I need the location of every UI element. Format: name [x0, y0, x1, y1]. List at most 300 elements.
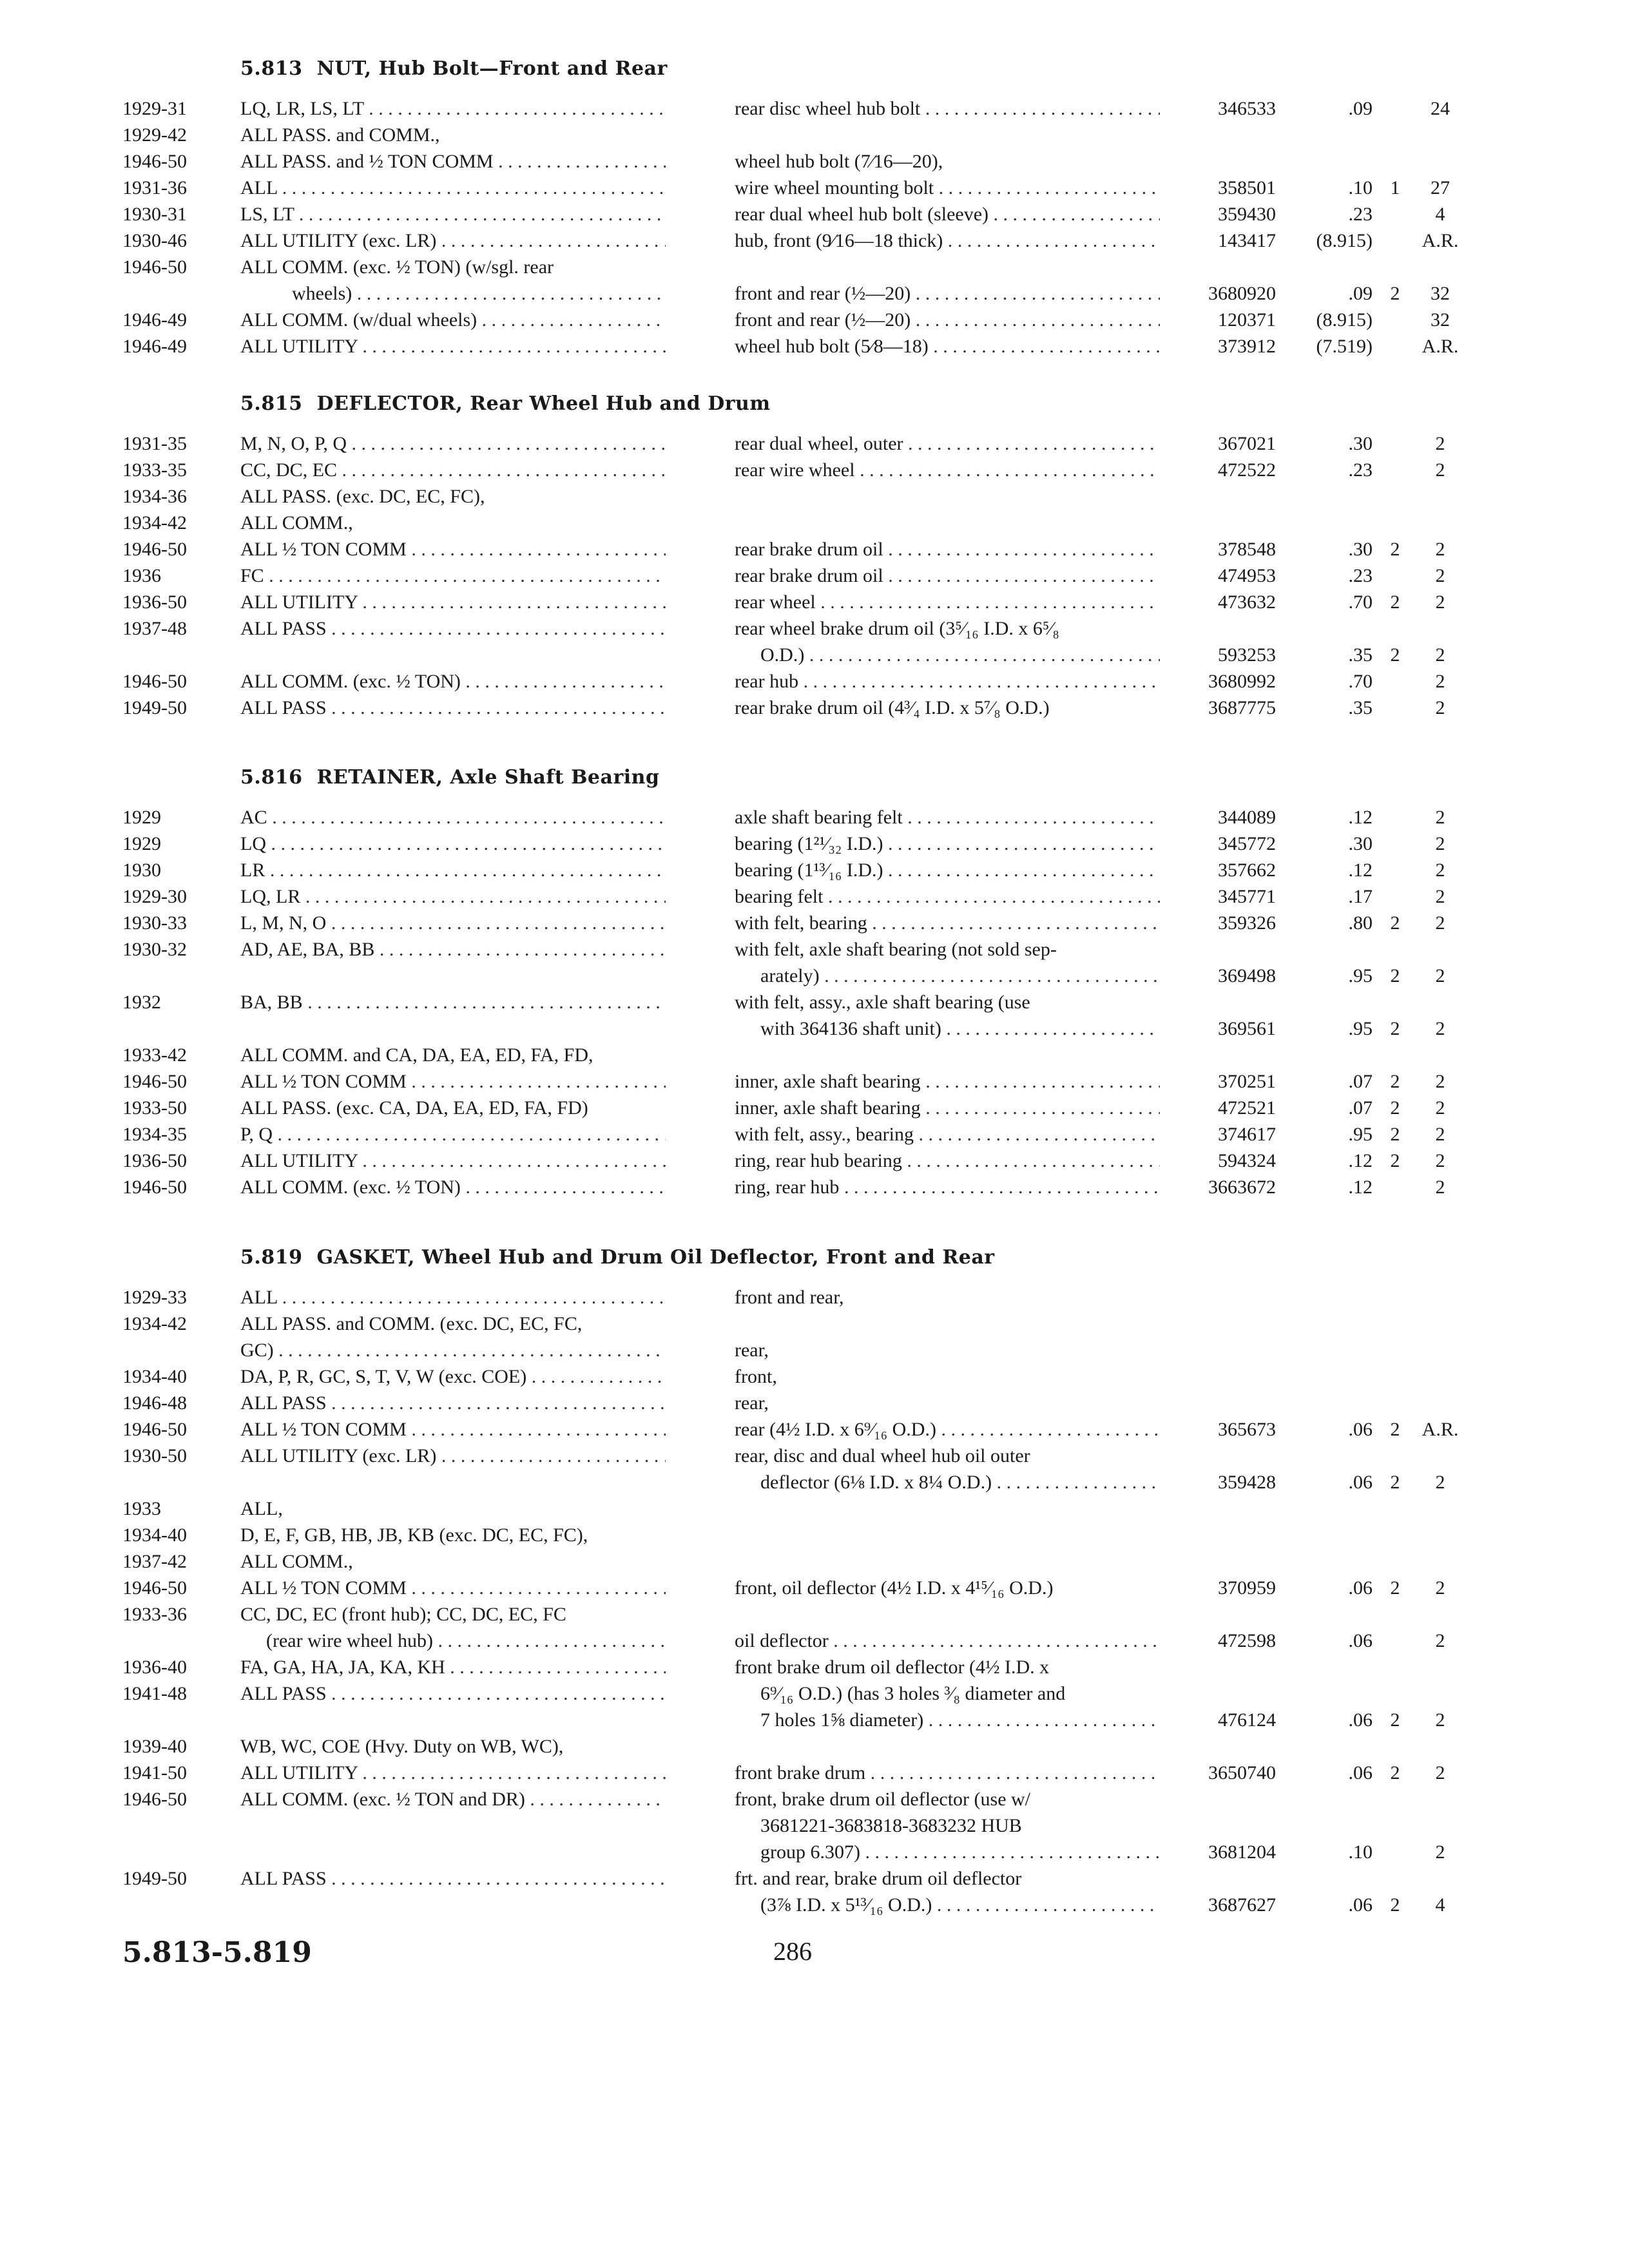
part-price: (8.915) [1316, 309, 1373, 331]
part-number: 3680992 [1208, 671, 1276, 692]
year-range: 1936-50 [122, 591, 187, 613]
catalog-row [0, 430, 1629, 457]
part-description: front brake drum oil deflector (4½ I.D. x [735, 1657, 1050, 1678]
part-description: oil deflector . . . [735, 1628, 1160, 1654]
quantity-b: 2 [1435, 886, 1445, 907]
section-heading: GASKET, Wheel Hub and Drum Oil Deflector, Front and Rear [316, 1246, 995, 1269]
quantity-b: 2 [1435, 965, 1445, 986]
quantity-b: 2 [1435, 912, 1445, 934]
year-range: 1929-30 [122, 886, 187, 907]
year-range: 1941-50 [122, 1762, 187, 1783]
year-range: 1930 [122, 860, 161, 881]
catalog-row [0, 1363, 1629, 1390]
part-price: .12 [1348, 860, 1373, 881]
part-description: front, brake drum oil deflector (use w/ [735, 1789, 1031, 1810]
quantity-b: 2 [1435, 539, 1445, 560]
year-range: 1934-36 [122, 486, 187, 507]
part-description: bearing felt . . . [735, 883, 1160, 910]
year-range: 1934-35 [122, 1124, 187, 1145]
model-list: ALL ½ TON COMM . . . [240, 1416, 666, 1443]
part-price: .80 [1348, 912, 1373, 934]
quantity-a: 2 [1390, 1709, 1400, 1731]
catalog-row [0, 1601, 1629, 1628]
part-price: .30 [1348, 833, 1373, 854]
part-number: 344089 [1218, 807, 1276, 828]
catalog-row [0, 1680, 1629, 1707]
year-range: 1933-50 [122, 1097, 187, 1119]
model-list: M, N, O, P, Q . . . [240, 430, 666, 457]
part-price: .12 [1348, 1150, 1373, 1171]
section-heading: RETAINER, Axle Shaft Bearing [316, 766, 660, 789]
catalog-row [0, 333, 1629, 360]
quantity-a: 2 [1390, 1762, 1400, 1783]
part-number: 3663672 [1208, 1177, 1276, 1198]
model-list: ALL PASS . . . [240, 1390, 666, 1416]
year-range: 1929-31 [122, 98, 187, 119]
model-list: ALL ½ TON COMM . . . [240, 1068, 666, 1095]
year-range: 1946-50 [122, 1577, 187, 1599]
part-price: .10 [1348, 177, 1373, 198]
quantity-b: 2 [1435, 1762, 1445, 1783]
catalog-row [0, 1495, 1629, 1522]
part-price: .06 [1348, 1709, 1373, 1731]
part-description: rear wire wheel . . . [735, 457, 1160, 483]
model-list: ALL UTILITY . . . [240, 333, 666, 360]
year-range: 1933-35 [122, 459, 187, 481]
quantity-a: 1 [1390, 177, 1400, 198]
part-number: 357662 [1218, 860, 1276, 881]
catalog-row [0, 562, 1629, 589]
quantity-b: A.R. [1422, 1419, 1459, 1440]
quantity-a: 2 [1390, 539, 1400, 560]
model-list: ALL ½ TON COMM . . . [240, 1575, 666, 1601]
catalog-row [0, 1443, 1629, 1469]
year-range: 1929-42 [122, 124, 187, 146]
model-list: ALL COMM. (exc. ½ TON and DR) . . . [240, 1786, 666, 1812]
part-number: 370251 [1218, 1071, 1276, 1092]
part-description: rear brake drum oil . . . [735, 536, 1160, 562]
part-price: .09 [1348, 283, 1373, 304]
catalog-row [0, 95, 1629, 122]
catalog-row [0, 1733, 1629, 1760]
part-number: 378548 [1218, 539, 1276, 560]
model-list: ALL UTILITY . . . [240, 1148, 666, 1174]
part-description: front brake drum . . . [735, 1760, 1160, 1786]
quantity-a: 2 [1390, 1472, 1400, 1493]
part-price: .12 [1348, 1177, 1373, 1198]
part-price: .30 [1348, 433, 1373, 454]
part-price: .95 [1348, 1124, 1373, 1145]
year-range: 1934-40 [122, 1366, 187, 1387]
model-list: CC, DC, EC . . . [240, 457, 666, 483]
catalog-row [0, 804, 1629, 831]
part-price: .23 [1348, 204, 1373, 225]
part-number: 476124 [1218, 1709, 1276, 1731]
part-description: with felt, assy., axle shaft bearing (use [735, 992, 1030, 1013]
model-list: ALL UTILITY . . . [240, 1760, 666, 1786]
year-range: 1931-35 [122, 433, 187, 454]
part-number: 3681204 [1208, 1841, 1276, 1863]
part-number: 120371 [1218, 309, 1276, 331]
year-range: 1931-36 [122, 177, 187, 198]
part-description: wheel hub bolt (7⁄16—20), [735, 151, 943, 172]
part-price: .10 [1348, 1841, 1373, 1863]
year-range: 1937-42 [122, 1551, 187, 1572]
year-range: 1934-40 [122, 1524, 187, 1546]
part-description: with felt, bearing . . . [735, 910, 1160, 936]
part-price: .06 [1348, 1762, 1373, 1783]
part-description: rear brake drum oil . . . [735, 562, 1160, 589]
quantity-a: 2 [1390, 1097, 1400, 1119]
part-description: rear disc wheel hub bolt . . . [735, 95, 1160, 122]
quantity-b: 2 [1435, 671, 1445, 692]
year-range: 1941-48 [122, 1683, 187, 1704]
year-range: 1929 [122, 833, 161, 854]
catalog-row [0, 1337, 1629, 1363]
part-description: with 364136 shaft unit) . . . [735, 1015, 1160, 1042]
catalog-row [0, 1892, 1629, 1918]
catalog-row [0, 1042, 1629, 1068]
model-list: ALL PASS. and ½ TON COMM . . . [240, 148, 666, 175]
part-price: .35 [1348, 644, 1373, 666]
part-description: 7 holes 1⅝ diameter) . . . [735, 1707, 1160, 1733]
quantity-a: 2 [1390, 283, 1400, 304]
quantity-a: 2 [1390, 912, 1400, 934]
quantity-b: 2 [1435, 697, 1445, 718]
part-price: .70 [1348, 591, 1373, 613]
catalog-row [0, 1760, 1629, 1786]
year-range: 1939-40 [122, 1736, 187, 1757]
catalog-row [0, 642, 1629, 668]
catalog-row [0, 831, 1629, 857]
quantity-b: A.R. [1422, 230, 1459, 251]
year-range: 1949-50 [122, 1868, 187, 1889]
catalog-row [0, 1095, 1629, 1121]
part-price: .35 [1348, 697, 1373, 718]
catalog-row [0, 122, 1629, 148]
year-range: 1936 [122, 565, 161, 586]
part-description: ring, rear hub . . . [735, 1174, 1160, 1200]
quantity-b: 2 [1435, 1577, 1445, 1599]
quantity-b: 2 [1435, 1841, 1445, 1863]
part-description: rear brake drum oil (4³⁄₄ I.D. x 5⁷⁄₈ O.D.) [735, 697, 1050, 718]
model-list: ALL PASS. (exc. CA, DA, EA, ED, FA, FD) [240, 1097, 588, 1119]
model-list: (rear wire wheel hub) . . . [240, 1628, 666, 1654]
part-number: 370959 [1218, 1577, 1276, 1599]
catalog-row [0, 483, 1629, 510]
part-price: (8.915) [1316, 230, 1373, 251]
quantity-b: 2 [1435, 807, 1445, 828]
part-number: 3650740 [1208, 1762, 1276, 1783]
quantity-a: 2 [1390, 1577, 1400, 1599]
part-price: .06 [1348, 1630, 1373, 1651]
catalog-row [0, 510, 1629, 536]
quantity-b: 2 [1435, 1630, 1445, 1651]
year-range: 1946-49 [122, 336, 187, 357]
part-price: .06 [1348, 1419, 1373, 1440]
quantity-b: 27 [1431, 177, 1450, 198]
model-list: ALL ½ TON COMM . . . [240, 536, 666, 562]
section-title [240, 1244, 995, 1272]
part-description: 6⁹⁄₁₆ O.D.) (has 3 holes ³⁄₈ diameter and [760, 1683, 1066, 1704]
part-number: 345772 [1218, 833, 1276, 854]
year-range: 1946-49 [122, 309, 187, 331]
year-range: 1946-50 [122, 256, 187, 278]
catalog-row [0, 1174, 1629, 1200]
model-list: ALL COMM., [240, 512, 353, 533]
year-range: 1946-50 [122, 1177, 187, 1198]
catalog-row [0, 201, 1629, 227]
group-range-footer: 5.813-5.819 [122, 1936, 312, 1969]
section-heading: NUT, Hub Bolt—Front and Rear [316, 57, 668, 80]
year-range: 1930-33 [122, 912, 187, 934]
part-price: .70 [1348, 671, 1373, 692]
quantity-b: 2 [1435, 1097, 1445, 1119]
catalog-row [0, 175, 1629, 201]
part-number: 359428 [1218, 1472, 1276, 1493]
part-number: 473632 [1218, 591, 1276, 613]
catalog-row [0, 1839, 1629, 1865]
model-list: FC . . . [240, 562, 666, 589]
catalog-row [0, 1786, 1629, 1812]
catalog-row [0, 1015, 1629, 1042]
part-number: 472598 [1218, 1630, 1276, 1651]
quantity-a: 2 [1390, 965, 1400, 986]
part-description: rear wheel brake drum oil (3⁵⁄₁₆ I.D. x 6⁵⁄₈ [735, 618, 1059, 639]
catalog-row [0, 910, 1629, 936]
part-description: bearing (1²¹⁄₃₂ I.D.) . . . [735, 831, 1160, 857]
quantity-b: 2 [1435, 565, 1445, 586]
year-range: 1934-42 [122, 512, 187, 533]
model-list: AC . . . [240, 804, 666, 831]
part-number: 359326 [1218, 912, 1276, 934]
part-description: with felt, axle shaft bearing (not sold sep- [735, 939, 1057, 960]
part-description: inner, axle shaft bearing . . . [735, 1095, 1160, 1121]
part-number: 369498 [1218, 965, 1276, 986]
model-list: ALL COMM. (exc. ½ TON) . . . [240, 1174, 666, 1200]
part-price: .06 [1348, 1577, 1373, 1599]
part-number: 472521 [1218, 1097, 1276, 1119]
part-description: wheel hub bolt (5⁄8—18) . . . [735, 333, 1160, 360]
year-range: 1932 [122, 992, 161, 1013]
part-description: rear, disc and dual wheel hub oil outer [735, 1445, 1030, 1466]
quantity-b: 24 [1431, 98, 1450, 119]
part-number: 143417 [1218, 230, 1276, 251]
part-number: 472522 [1218, 459, 1276, 481]
part-number: 358501 [1218, 177, 1276, 198]
section-number: 5.816 [240, 766, 303, 789]
model-list: LQ, LR . . . [240, 883, 666, 910]
model-list: WB, WC, COE (Hvy. Duty on WB, WC), [240, 1736, 564, 1757]
part-description: wire wheel mounting bolt . . . [735, 175, 1160, 201]
part-description: rear hub . . . [735, 668, 1160, 695]
catalog-row [0, 1121, 1629, 1148]
part-description: front and rear (½—20) . . . [735, 307, 1160, 333]
part-number: 373912 [1218, 336, 1276, 357]
page-number: 286 [773, 1937, 812, 1966]
year-range: 1930-50 [122, 1445, 187, 1466]
part-description: hub, front (9⁄16—18 thick) . . . [735, 227, 1160, 254]
quantity-a: 2 [1390, 1124, 1400, 1145]
part-number: 367021 [1218, 433, 1276, 454]
catalog-row [0, 1707, 1629, 1733]
model-list: LR . . . [240, 857, 666, 883]
model-list: ALL COMM. (w/dual wheels) . . . [240, 307, 666, 333]
catalog-row [0, 227, 1629, 254]
model-list: L, M, N, O . . . [240, 910, 666, 936]
part-description: front, oil deflector (4½ I.D. x 4¹⁵⁄₁₆ O.D.) [735, 1577, 1054, 1599]
section-heading: DEFLECTOR, Rear Wheel Hub and Drum [316, 392, 771, 415]
catalog-row [0, 536, 1629, 562]
part-price: .95 [1348, 965, 1373, 986]
part-description: rear dual wheel hub bolt (sleeve) . . . [735, 201, 1160, 227]
year-range: 1946-48 [122, 1392, 187, 1414]
part-description: inner, axle shaft bearing . . . [735, 1068, 1160, 1095]
model-list: CC, DC, EC (front hub); CC, DC, EC, FC [240, 1604, 566, 1625]
model-list: ALL COMM. and CA, DA, EA, ED, FA, FD, [240, 1044, 593, 1066]
quantity-b: 2 [1435, 1071, 1445, 1092]
model-list: ALL COMM. (exc. ½ TON) (w/sgl. rear [240, 256, 554, 278]
part-price: .30 [1348, 539, 1373, 560]
part-description: bearing (1¹³⁄₁₆ I.D.) . . . [735, 857, 1160, 883]
model-list: P, Q . . . [240, 1121, 666, 1148]
catalog-row [0, 307, 1629, 333]
part-price: .23 [1348, 565, 1373, 586]
year-range: 1933-36 [122, 1604, 187, 1625]
model-list: wheels) . . . [240, 280, 666, 307]
catalog-row [0, 1522, 1629, 1548]
section-number: 5.815 [240, 392, 303, 415]
part-number: 374617 [1218, 1124, 1276, 1145]
model-list: ALL PASS. (exc. DC, EC, FC), [240, 486, 485, 507]
year-range: 1930-46 [122, 230, 187, 251]
year-range: 1930-32 [122, 939, 187, 960]
part-price: .23 [1348, 459, 1373, 481]
year-range: 1929 [122, 807, 161, 828]
quantity-a: 2 [1390, 644, 1400, 666]
part-number: 359430 [1218, 204, 1276, 225]
model-list: ALL UTILITY (exc. LR) . . . [240, 1443, 666, 1469]
quantity-b: 32 [1431, 309, 1450, 331]
section-title [240, 55, 668, 83]
year-range: 1946-50 [122, 671, 187, 692]
quantity-b: 32 [1431, 283, 1450, 304]
catalog-row [0, 1628, 1629, 1654]
model-list: FA, GA, HA, JA, KA, KH . . . [240, 1654, 666, 1680]
year-range: 1933-42 [122, 1044, 187, 1066]
year-range: 1936-40 [122, 1657, 187, 1678]
model-list: ALL PASS . . . [240, 1865, 666, 1892]
quantity-b: 2 [1435, 591, 1445, 613]
year-range: 1934-42 [122, 1313, 187, 1334]
part-description: front, [735, 1366, 777, 1387]
quantity-b: 2 [1435, 833, 1445, 854]
part-description: frt. and rear, brake drum oil deflector [735, 1868, 1022, 1889]
model-list: ALL PASS . . . [240, 695, 666, 721]
model-list: ALL UTILITY . . . [240, 589, 666, 615]
catalog-row [0, 989, 1629, 1015]
catalog-row [0, 857, 1629, 883]
quantity-b: 4 [1435, 204, 1445, 225]
catalog-row [0, 1284, 1629, 1311]
quantity-b: 2 [1435, 1150, 1445, 1171]
quantity-b: 2 [1435, 1177, 1445, 1198]
model-list: BA, BB . . . [240, 989, 666, 1015]
quantity-b: 2 [1435, 644, 1445, 666]
catalog-row [0, 963, 1629, 989]
year-range: 1946-50 [122, 151, 187, 172]
catalog-row [0, 1416, 1629, 1443]
year-range: 1929-33 [122, 1287, 187, 1308]
part-number: 593253 [1218, 644, 1276, 666]
quantity-b: 2 [1435, 1709, 1445, 1731]
catalog-row [0, 1548, 1629, 1575]
part-description: arately) . . . [735, 963, 1160, 989]
quantity-b: 2 [1435, 860, 1445, 881]
model-list: ALL . . . [240, 1284, 666, 1311]
part-number: 369561 [1218, 1018, 1276, 1039]
section-number: 5.813 [240, 57, 303, 80]
part-number: 474953 [1218, 565, 1276, 586]
model-list: ALL, [240, 1498, 283, 1519]
part-description: front and rear, [735, 1287, 844, 1308]
model-list: ALL COMM., [240, 1551, 353, 1572]
quantity-a: 2 [1390, 591, 1400, 613]
part-description: rear wheel . . . [735, 589, 1160, 615]
year-range: 1930-31 [122, 204, 187, 225]
model-list: ALL PASS. and COMM. (exc. DC, EC, FC, [240, 1313, 583, 1334]
catalog-row [0, 254, 1629, 280]
part-number: 3687775 [1208, 697, 1276, 718]
part-description: deflector (6⅛ I.D. x 8¼ O.D.) . . . [735, 1469, 1160, 1495]
catalog-row [0, 1148, 1629, 1174]
year-range: 1949-50 [122, 697, 187, 718]
section-number: 5.819 [240, 1246, 303, 1269]
part-number: 594324 [1218, 1150, 1276, 1171]
quantity-a: 2 [1390, 1894, 1400, 1916]
model-list: DA, P, R, GC, S, T, V, W (exc. COE) . . . [240, 1363, 666, 1390]
quantity-b: 4 [1435, 1894, 1445, 1916]
quantity-a: 2 [1390, 1419, 1400, 1440]
part-description: rear dual wheel, outer . . . [735, 430, 1160, 457]
catalog-row [0, 1068, 1629, 1095]
quantity-a: 2 [1390, 1018, 1400, 1039]
catalog-row [0, 883, 1629, 910]
catalog-row [0, 148, 1629, 175]
catalog-row [0, 1812, 1629, 1839]
part-price: .07 [1348, 1071, 1373, 1092]
model-list: ALL . . . [240, 175, 666, 201]
catalog-row [0, 1865, 1629, 1892]
part-description: ring, rear hub bearing . . . [735, 1148, 1160, 1174]
catalog-row [0, 280, 1629, 307]
model-list: LQ . . . [240, 831, 666, 857]
model-list: ALL PASS . . . [240, 615, 666, 642]
part-description: 3681221-3683818-3683232 HUB [760, 1815, 1022, 1836]
part-number: 345771 [1218, 886, 1276, 907]
part-price: .06 [1348, 1472, 1373, 1493]
model-list: LQ, LR, LS, LT . . . [240, 95, 666, 122]
quantity-b: A.R. [1422, 336, 1459, 357]
model-list: AD, AE, BA, BB . . . [240, 936, 666, 963]
part-price: .06 [1348, 1894, 1373, 1916]
part-description: rear, [735, 1340, 769, 1361]
section-title [240, 764, 659, 792]
quantity-a: 2 [1390, 1071, 1400, 1092]
catalog-row [0, 695, 1629, 721]
catalog-row [0, 936, 1629, 963]
part-price: .17 [1348, 886, 1373, 907]
